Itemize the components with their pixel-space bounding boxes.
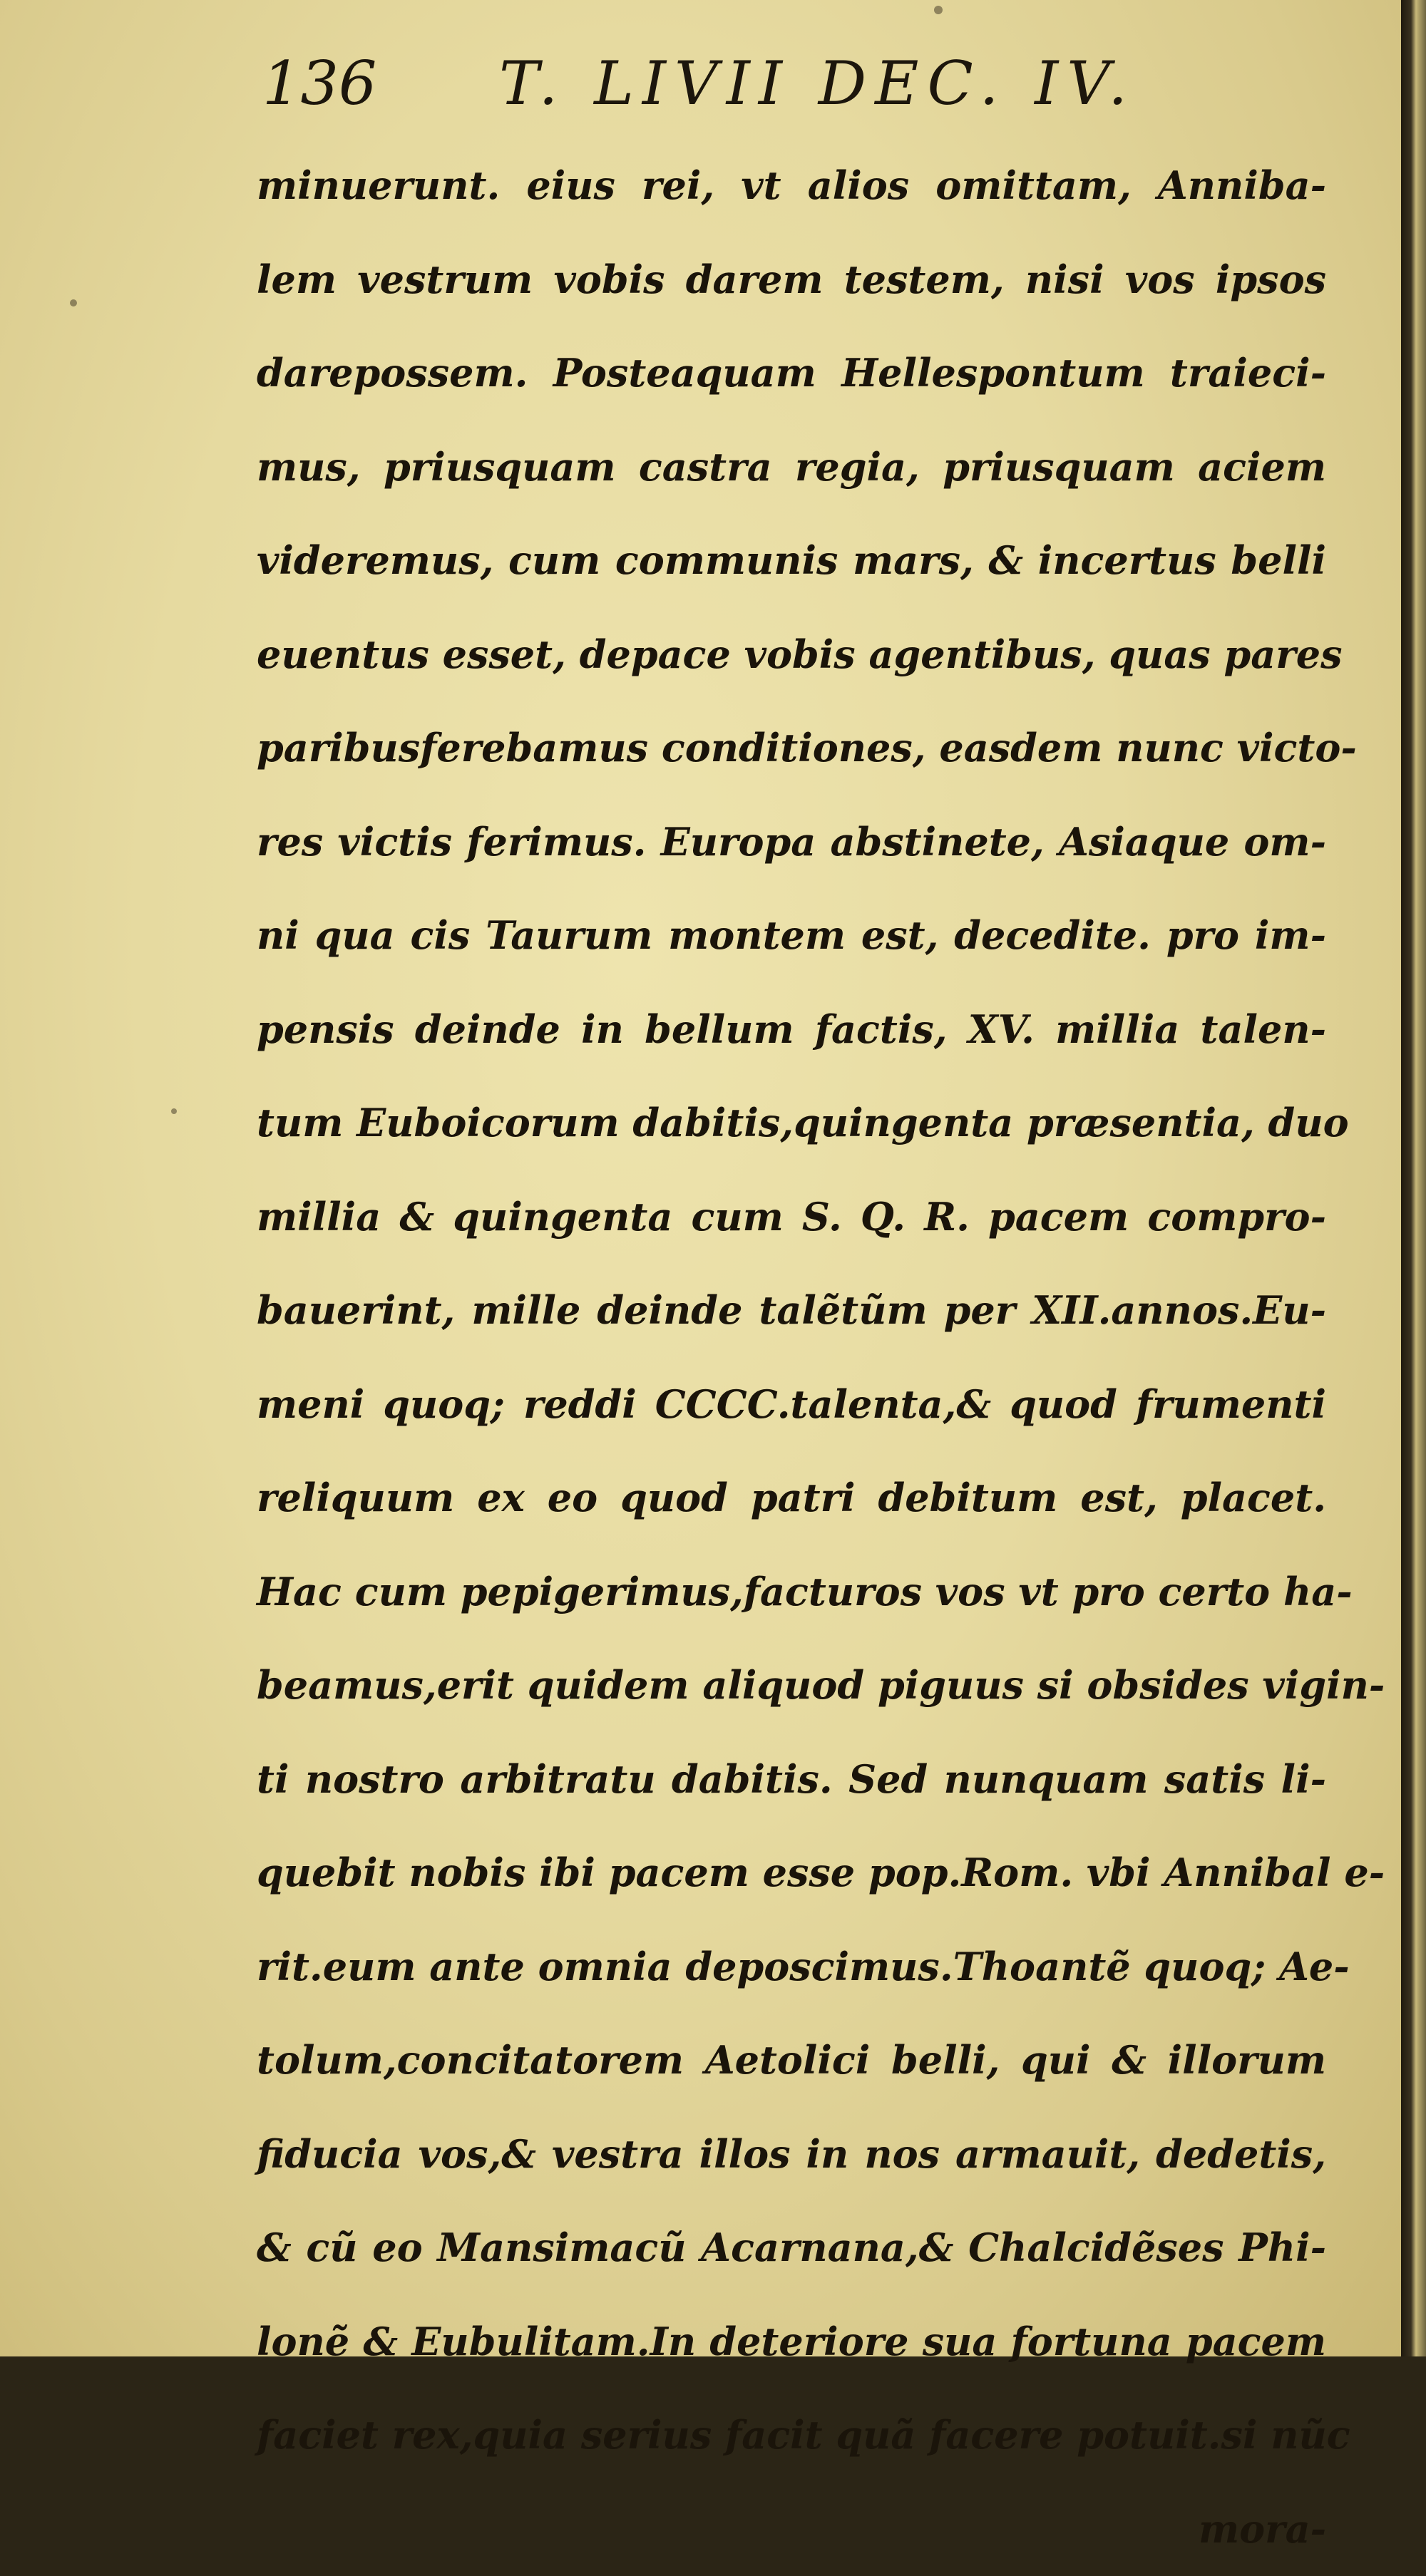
text-line: ti nostro arbitratu dabitis. Sed nunquam satis li- (257, 1733, 1326, 1827)
text-line: rit.eum ante omnia deposcimus.Thoantẽ quoq; Ae- (257, 1920, 1326, 2014)
text-line: euentus esset, depace vobis agentibus, quas pares (257, 608, 1326, 702)
text-line: & cũ eo Mansimacũ Acarnana,& Chalcidẽses Phi- (257, 2201, 1326, 2295)
text-line: beamus,erit quidem aliquod piguus si obsides vigin- (257, 1639, 1326, 1733)
text-line: bauerint, mille deinde talẽtũm per XII.annos.Eu- (257, 1264, 1326, 1358)
book-gutter (1401, 0, 1426, 2356)
text-line: minuerunt. eius rei, vt alios omittam, Anniba- (257, 139, 1326, 233)
text-line: Hac cum pepigerimus,facturos vos vt pro certo ha- (257, 1545, 1326, 1639)
page-header (0, 44, 1401, 123)
ink-speck (70, 299, 77, 306)
ink-speck (171, 1108, 177, 1114)
ink-speck (934, 6, 943, 14)
text-line: mus, priusquam castra regia, priusquam aciem (257, 421, 1326, 515)
text-line: pensis deinde in bellum factis, XV. millia talen- (257, 983, 1326, 1077)
text-line: lem vestrum vobis darem testem, nisi vos ipsos (257, 233, 1326, 327)
running-title: T. LIVII DEC. IV. (499, 44, 1136, 123)
text-line: tum Euboicorum dabitis,quingenta præsentia, duo (257, 1076, 1326, 1170)
text-line: quebit nobis ibi pacem esse pop.Rom. vbi Annibal e- (257, 1826, 1326, 1920)
text-line: millia & quingenta cum S. Q. R. pacem compro- (257, 1170, 1326, 1264)
page-number: 136 (262, 44, 376, 123)
text-line: lonẽ & Eubulitam.In deteriore sua fortuna pacem (257, 2295, 1326, 2389)
text-line: paribusferebamus conditiones, easdem nunc victo- (257, 701, 1326, 795)
text-line: reliquum ex eo quod patri debitum est, placet. (257, 1451, 1326, 1545)
text-line: ni qua cis Taurum montem est, decedite. pro im- (257, 889, 1326, 983)
text-line: faciet rex,quia serius facit quã facere potuit.si nũc (257, 2389, 1326, 2483)
text-line: videremus, cum communis mars, & incertus belli (257, 514, 1326, 608)
text-line: res victis ferimus. Europa abstinete, Asiaque om- (257, 795, 1326, 890)
body-text (257, 139, 1326, 2576)
text-line: tolum,concitatorem Aetolici belli, qui & illorum (257, 2014, 1326, 2108)
catchword: mora- (257, 2483, 1326, 2576)
text-line: darepossem. Posteaquam Hellespontum traieci- (257, 326, 1326, 421)
text-line: meni quoq; reddi CCCC.talenta,& quod frumenti (257, 1358, 1326, 1452)
text-line: fiducia vos,& vestra illos in nos armauit, dedetis, (257, 2108, 1326, 2202)
